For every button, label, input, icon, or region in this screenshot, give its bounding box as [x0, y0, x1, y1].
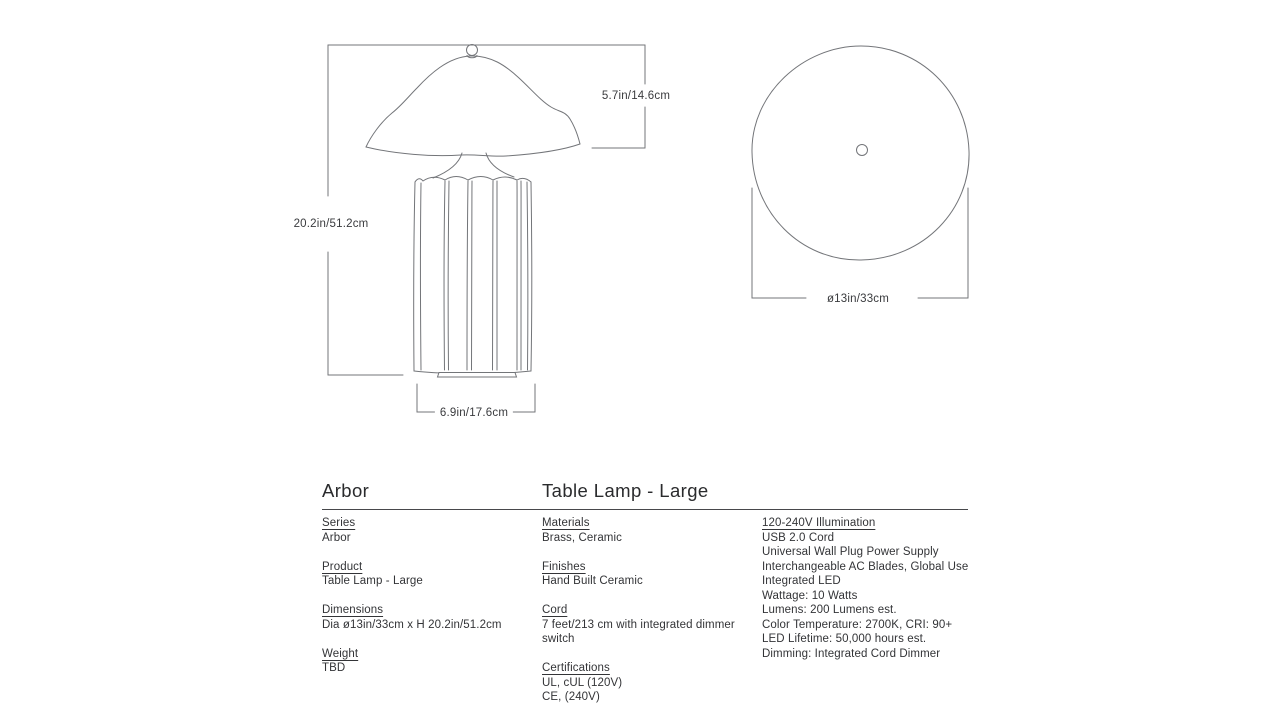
spec-group-label: 120-240V Illumination [762, 517, 876, 529]
spec-group-value: TBD [322, 662, 346, 674]
spec-group-value: Dia ø13in/33cm x H 20.2in/51.2cm [322, 618, 502, 631]
diameter-dimension-label: ø13in/33cm [822, 293, 894, 305]
series-title: Arbor [322, 480, 370, 501]
spec-group-value: Interchangeable AC Blades, Global Use [762, 560, 969, 573]
shade-height-dimension-label: 5.7in/14.6cm [597, 90, 675, 102]
spec-group-finishes [542, 560, 757, 589]
spec-group-value: Arbor [322, 531, 351, 544]
spec-group-value: Wattage: 10 Watts [762, 589, 858, 602]
spec-group-value: Hand Built Ceramic [542, 575, 643, 587]
spec-group-value: Integrated LED [762, 575, 841, 587]
spec-column-illumination [762, 516, 977, 676]
product-title: Table Lamp - Large [542, 480, 709, 501]
spec-group-product [322, 560, 537, 589]
spec-group-label: Series [322, 517, 356, 529]
spec-group-value: CE, (240V) [542, 691, 600, 703]
spec-group-value: UL, cUL (120V) [542, 676, 623, 689]
spec-group-value: USB 2.0 Cord [762, 531, 835, 544]
spec-group-value: switch [542, 633, 575, 645]
spec-group-label: Certifications [542, 662, 610, 674]
spec-group-materials [542, 516, 757, 545]
spec-group-cord [542, 603, 757, 647]
spec-group-label: Finishes [542, 560, 586, 573]
spec-group-value: LED Lifetime: 50,000 hours est. [762, 633, 927, 645]
spec-group-label: Cord [542, 604, 568, 616]
top-view-drawing [752, 46, 969, 298]
spec-group-series [322, 516, 537, 545]
spec-group-label: Dimensions [322, 604, 384, 616]
spec-column-materials [542, 516, 757, 719]
spec-group-value: Brass, Ceramic [542, 531, 622, 544]
spec-group-label: Weight [322, 647, 359, 660]
overall-height-dimension-label: 20.2in/51.2cm [289, 218, 374, 230]
spec-group-value: Universal Wall Plug Power Supply [762, 546, 939, 558]
spec-group-weight [322, 647, 537, 676]
spec-group-value: Lumens: 200 Lumens est. [762, 604, 897, 616]
base-width-dimension-label: 6.9in/17.6cm [435, 407, 513, 419]
spec-group-value: Color Temperature: 2700K, CRI: 90+ [762, 618, 953, 631]
spec-column-series [322, 516, 537, 690]
spec-group-value: 7 feet/213 cm with integrated dimmer [542, 618, 735, 631]
spec-group-value: Dimming: Integrated Cord Dimmer [762, 647, 941, 660]
spec-group-label: Materials [542, 517, 590, 529]
spec-group-dimensions [322, 603, 537, 632]
spec-group-label: Product [322, 560, 363, 573]
spec-divider-rule [322, 509, 968, 510]
spec-group-value: Table Lamp - Large [322, 575, 423, 587]
spec-group-certifications [542, 661, 757, 705]
spec-group-illumination [762, 516, 977, 661]
